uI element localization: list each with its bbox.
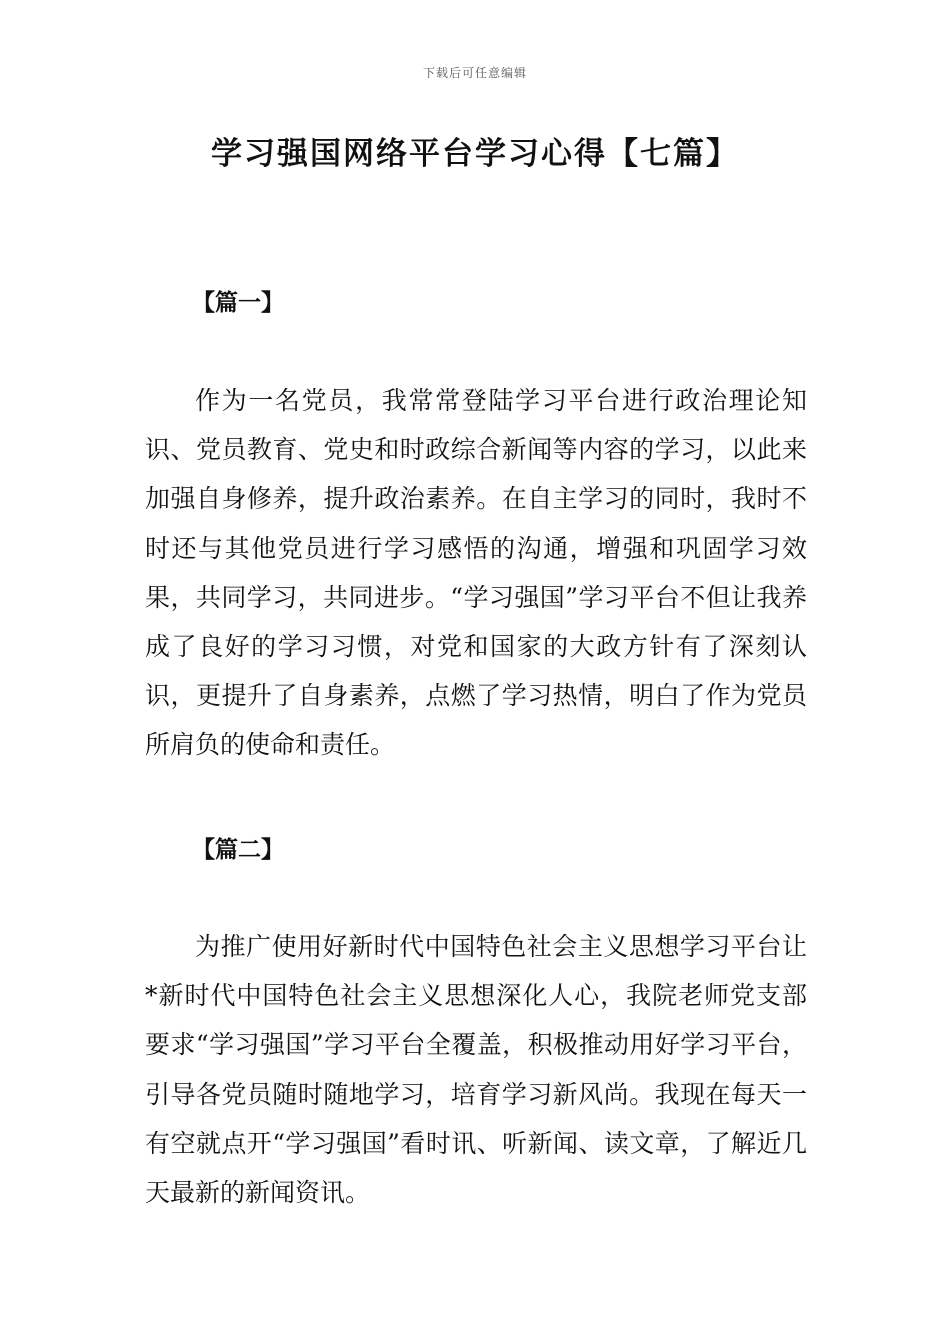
header-note: 下载后可任意编辑 — [422, 66, 527, 80]
section-paragraph-2: 为推广使用好新时代中国特色社会主义思想学习平台让*新时代中国特色社会主义思想深化人心，我院老师党支部要求“学习强国”学习平台全覆盖，积极推动用好学习平台，引导各党员随时随地学习，培育学习新风尚。我现在每天一有空就点开“学习强国”看时讯、听新闻、读文章，了解近几天最新的新闻资讯。 — [145, 932, 807, 1208]
section-paragraph-1: 作为一名党员，我常常登陆学习平台进行政治理论知识、党员教育、党史和时政综合新闻等内容的学习，以此来加强自身修养，提升政治素养。在自主学习的同时，我时不时还与其他党员进行学习感悟的沟通，增强和巩固学习效果，共同学习，共同进步。“学习强国”学习平台不但让我养成了良好的学习习惯，对党和国家的大政方针有了深刻认识，更提升了自身素养，点燃了学习热情，明白了作为党员所肩负的使命和责任。 — [145, 386, 807, 760]
document-title: 学习强国网络平台学习心得【七篇】 — [211, 136, 739, 172]
section-heading-2: 【篇二】 — [192, 837, 284, 863]
section-heading-1: 【篇一】 — [192, 290, 284, 316]
